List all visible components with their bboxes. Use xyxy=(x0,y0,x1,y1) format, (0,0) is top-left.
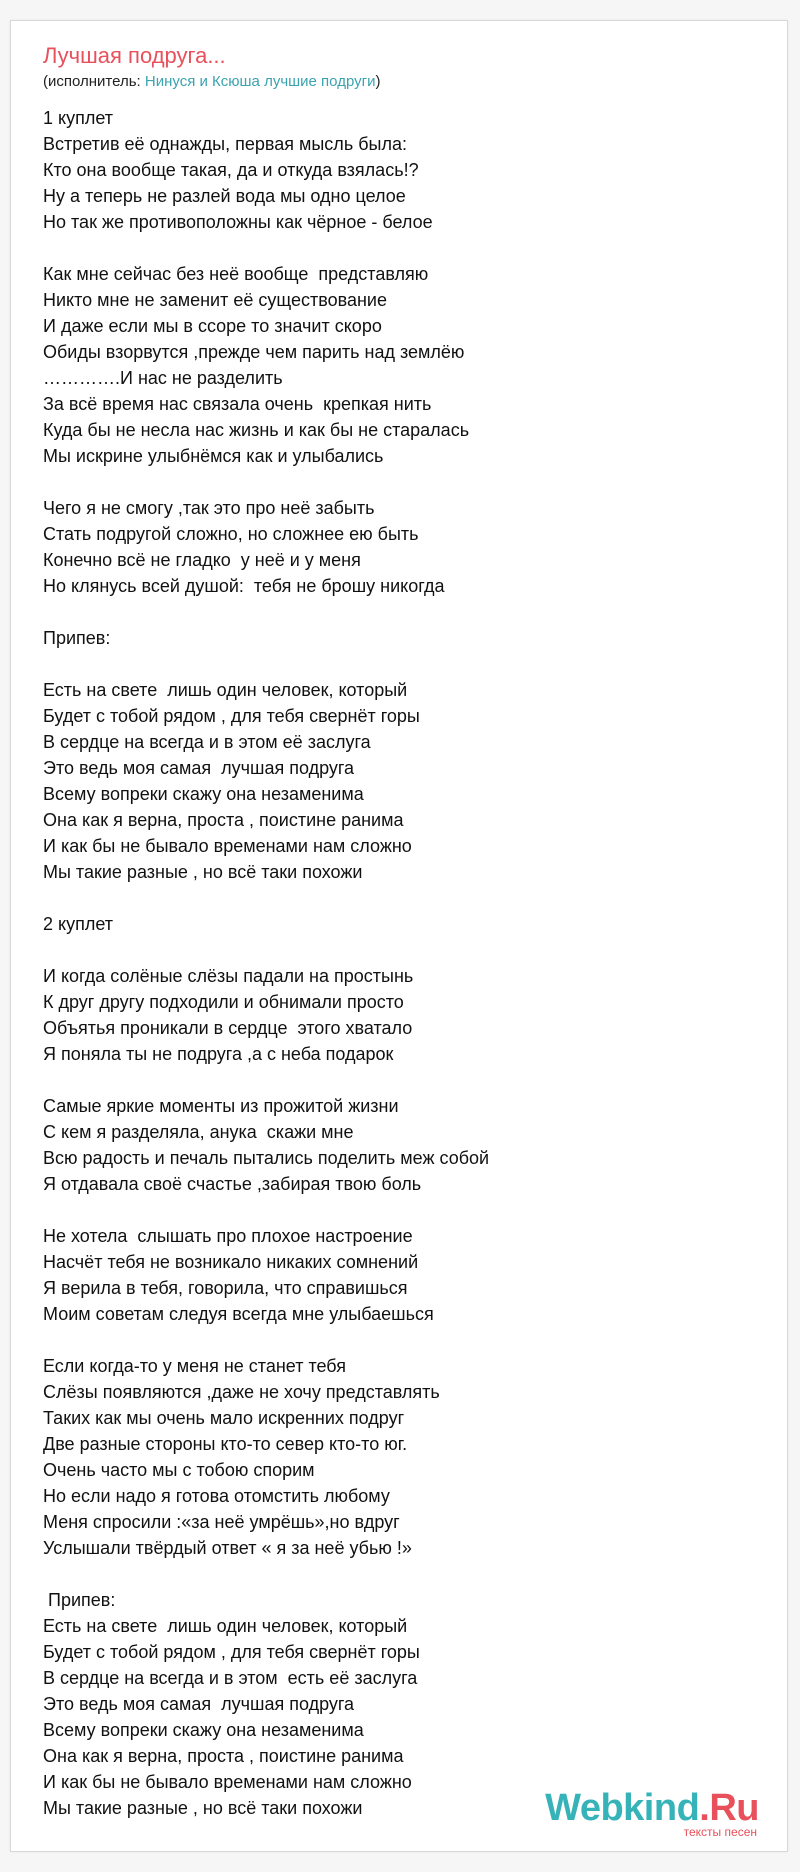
lyric-line: ………….И нас не разделить xyxy=(43,368,283,388)
lyric-line: Мы искрине улыбнёмся как и улыбались xyxy=(43,446,384,466)
lyric-line: Припев: xyxy=(43,1590,116,1610)
lyric-line: С кем я разделяла, анука скажи мне xyxy=(43,1122,354,1142)
lyric-line: Но если надо я готова отомстить любому xyxy=(43,1486,390,1506)
lyric-line: Чего я не смогу ,так это про неё забыть xyxy=(43,498,375,518)
lyric-line: Есть на свете лишь один человек, который xyxy=(43,680,408,700)
lyric-line: Всему вопреки скажу она незаменима xyxy=(43,1720,364,1740)
lyric-line: Ну а теперь не разлей вода мы одно целое xyxy=(43,186,406,206)
lyric-line: И как бы не бывало временами нам сложно xyxy=(43,1772,412,1792)
lyric-line: Самые яркие моменты из прожитой жизни xyxy=(43,1096,399,1116)
lyric-line: К друг другу подходили и обнимали просто xyxy=(43,992,404,1012)
lyric-line: Две разные стороны кто-то север кто-то юг. xyxy=(43,1434,408,1454)
lyric-line: И когда солёные слёзы падали на простынь xyxy=(43,966,414,986)
lyric-line: Она как я верна, проста , поистине ранима xyxy=(43,1746,404,1766)
lyrics-card xyxy=(10,20,788,1852)
blank-line xyxy=(43,469,763,495)
lyric-line: Если когда-то у меня не станет тебя xyxy=(43,1356,346,1376)
lyric-line: Конечно всё не гладко у неё и у меня xyxy=(43,550,361,570)
lyric-line: 1 куплет xyxy=(43,108,113,128)
lyric-line: Объятья проникали в сердце этого хватало xyxy=(43,1018,413,1038)
lyric-line: Будет с тобой рядом , для тебя свернёт горы xyxy=(43,1642,420,1662)
lyric-line: Она как я верна, проста , поистине ранима xyxy=(43,810,404,830)
lyric-line: Встретив её однажды, первая мысль была: xyxy=(43,134,407,154)
blank-line xyxy=(43,937,763,963)
lyric-line: Это ведь моя самая лучшая подруга xyxy=(43,758,355,778)
artist-prefix: (исполнитель: xyxy=(43,73,145,90)
lyric-line: Всю радость и печаль пытались поделить меж собой xyxy=(43,1148,490,1168)
site-logo[interactable] xyxy=(545,1789,759,1839)
lyric-line: За всё время нас связала очень крепкая нить xyxy=(43,394,432,414)
lyric-line: Я отдавала своё счастье ,забирая твою боль xyxy=(43,1174,422,1194)
blank-line xyxy=(43,885,763,911)
song-title: Лучшая подруга... xyxy=(43,43,226,68)
lyric-line: В сердце на всегда и в этом её заслуга xyxy=(43,732,371,752)
lyric-line: Будет с тобой рядом , для тебя свернёт горы xyxy=(43,706,420,726)
lyric-line: Куда бы не несла нас жизнь и как бы не старалась xyxy=(43,420,470,440)
lyric-line: Я верила в тебя, говорила, что справишься xyxy=(43,1278,408,1298)
lyric-line: Это ведь моя самая лучшая подруга xyxy=(43,1694,355,1714)
lyrics-text xyxy=(43,105,763,1821)
blank-line xyxy=(43,1197,763,1223)
lyric-line: Слёзы появляются ,даже не хочу представлять xyxy=(43,1382,440,1402)
lyric-line: Я поняла ты не подруга ,а с неба подарок xyxy=(43,1044,394,1064)
lyric-line: И как бы не бывало временами нам сложно xyxy=(43,836,412,856)
logo-tld: .Ru xyxy=(699,1787,759,1829)
lyric-line: Но клянусь всей душой: тебя не брошу никогда xyxy=(43,576,445,596)
blank-line xyxy=(43,599,763,625)
lyric-line: Есть на свете лишь один человек, который xyxy=(43,1616,408,1636)
blank-line xyxy=(43,651,763,677)
logo-word: Webkind xyxy=(545,1787,700,1829)
lyric-line: Припев: xyxy=(43,628,111,648)
logo-tagline: тексты песен xyxy=(683,1825,757,1839)
lyric-line: Никто мне не заменит её существование xyxy=(43,290,387,310)
lyric-line: Обиды взорвутся ,прежде чем парить над землёю xyxy=(43,342,465,362)
lyric-line: Мы такие разные , но всё таки похожи xyxy=(43,1798,363,1818)
artist-link[interactable]: Нинуся и Ксюша лучшие подруги xyxy=(144,73,376,90)
lyric-line: 2 куплет xyxy=(43,914,113,934)
lyric-line: Стать подругой сложно, но сложнее ею быть xyxy=(43,524,419,544)
blank-line xyxy=(43,1561,763,1587)
lyric-line: Насчёт тебя не возникало никаких сомнений xyxy=(43,1252,419,1272)
lyric-line: В сердце на всегда и в этом есть её заслуга xyxy=(43,1668,418,1688)
blank-line xyxy=(43,1067,763,1093)
lyric-line: Таких как мы очень мало искренних подруг xyxy=(43,1408,405,1428)
lyric-line: Кто она вообще такая, да и откуда взялась!? xyxy=(43,160,419,180)
logo-wordmark xyxy=(545,1789,759,1827)
lyric-line: Но так же противоположны как чёрное - белое xyxy=(43,212,433,232)
artist-suffix: ) xyxy=(375,73,381,90)
lyric-line: Услышали твёрдый ответ « я за неё убью !» xyxy=(43,1538,412,1558)
lyric-line: Не хотела слышать про плохое настроение xyxy=(43,1226,413,1246)
lyric-line: Мы такие разные , но всё таки похожи xyxy=(43,862,363,882)
lyric-line: Как мне сейчас без неё вообще представляю xyxy=(43,264,429,284)
artist-line xyxy=(43,73,380,90)
lyric-line: Моим советам следуя всегда мне улыбаешься xyxy=(43,1304,434,1324)
lyric-line: Всему вопреки скажу она незаменима xyxy=(43,784,364,804)
blank-line xyxy=(43,235,763,261)
blank-line xyxy=(43,1327,763,1353)
lyric-line: Очень часто мы с тобою спорим xyxy=(43,1460,315,1480)
lyric-line: Меня спросили :«за неё умрёшь»,но вдруг xyxy=(43,1512,400,1532)
lyric-line: И даже если мы в ссоре то значит скоро xyxy=(43,316,382,336)
